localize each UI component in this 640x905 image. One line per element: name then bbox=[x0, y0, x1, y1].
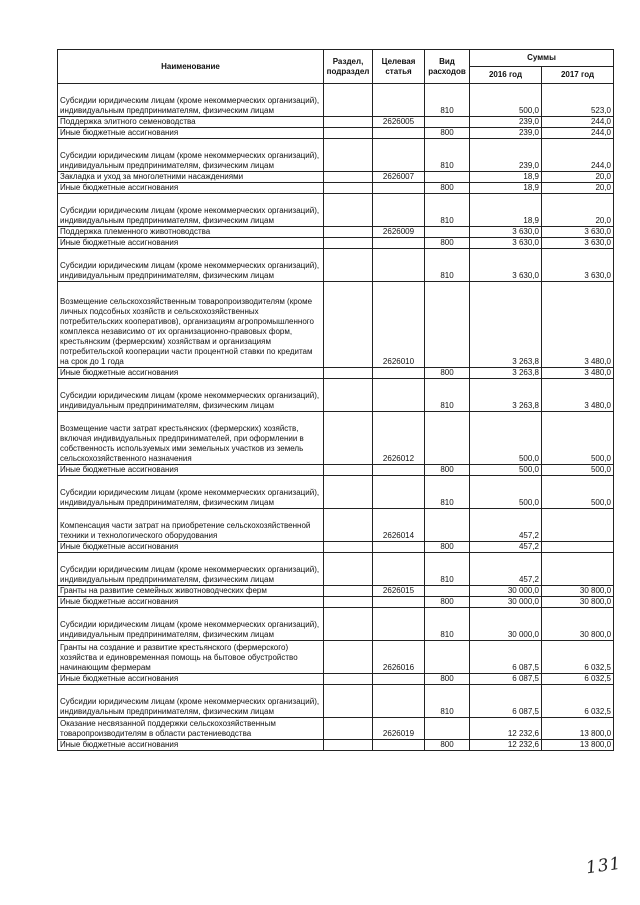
header-kind: Вид расходов bbox=[425, 50, 470, 84]
row-sum-2016: 12 232,6 bbox=[470, 740, 542, 751]
row-target bbox=[373, 238, 425, 249]
row-kind: 810 bbox=[425, 139, 470, 172]
header-name: Наименование bbox=[58, 50, 324, 84]
row-section bbox=[324, 379, 373, 412]
row-name: Субсидии юридическим лицам (кроме некоммерческих организаций), индивидуальным предпринимателям, физическим лицам bbox=[58, 139, 324, 172]
row-sum-2017: 13 800,0 bbox=[542, 740, 614, 751]
table-row bbox=[58, 117, 614, 128]
row-sum-2017: 244,0 bbox=[542, 139, 614, 172]
row-kind bbox=[425, 227, 470, 238]
row-sum-2016: 18,9 bbox=[470, 172, 542, 183]
row-target bbox=[373, 597, 425, 608]
row-target: 2626012 bbox=[373, 412, 425, 465]
row-kind: 810 bbox=[425, 379, 470, 412]
row-name: Иные бюджетные ассигнования bbox=[58, 674, 324, 685]
row-sum-2017: 244,0 bbox=[542, 117, 614, 128]
row-kind: 810 bbox=[425, 194, 470, 227]
row-name: Поддержка элитного семеноводства bbox=[58, 117, 324, 128]
row-section bbox=[324, 194, 373, 227]
row-name: Иные бюджетные ассигнования bbox=[58, 542, 324, 553]
row-sum-2017: 6 032,5 bbox=[542, 641, 614, 674]
table-row bbox=[58, 597, 614, 608]
row-name: Иные бюджетные ассигнования bbox=[58, 740, 324, 751]
row-sum-2016: 6 087,5 bbox=[470, 641, 542, 674]
table-body bbox=[58, 84, 614, 751]
row-sum-2016: 6 087,5 bbox=[470, 685, 542, 718]
row-name: Субсидии юридическим лицам (кроме некоммерческих организаций), индивидуальным предпринимателям, физическим лицам bbox=[58, 476, 324, 509]
row-target bbox=[373, 368, 425, 379]
table-row bbox=[58, 249, 614, 282]
row-kind bbox=[425, 718, 470, 740]
row-sum-2017: 3 480,0 bbox=[542, 368, 614, 379]
row-name: Субсидии юридическим лицам (кроме некоммерческих организаций), индивидуальным предпринимателям, физическим лицам bbox=[58, 194, 324, 227]
row-target bbox=[373, 476, 425, 509]
row-kind: 810 bbox=[425, 608, 470, 641]
row-name: Субсидии юридическим лицам (кроме некоммерческих организаций), индивидуальным предпринимателям, физическим лицам bbox=[58, 84, 324, 117]
row-kind: 800 bbox=[425, 368, 470, 379]
row-section bbox=[324, 84, 373, 117]
table-row bbox=[58, 379, 614, 412]
table-row bbox=[58, 238, 614, 249]
row-target bbox=[373, 249, 425, 282]
row-section bbox=[324, 718, 373, 740]
row-target: 2626015 bbox=[373, 586, 425, 597]
row-kind: 800 bbox=[425, 542, 470, 553]
row-sum-2017: 20,0 bbox=[542, 183, 614, 194]
row-kind: 810 bbox=[425, 476, 470, 509]
row-name: Субсидии юридическим лицам (кроме некоммерческих организаций), индивидуальным предпринимателям, физическим лицам bbox=[58, 553, 324, 586]
row-sum-2016: 500,0 bbox=[470, 412, 542, 465]
row-target bbox=[373, 674, 425, 685]
header-sums: Суммы bbox=[470, 50, 614, 67]
row-sum-2017: 244,0 bbox=[542, 128, 614, 139]
header-section: Раздел, подраздел bbox=[324, 50, 373, 84]
row-sum-2016: 457,2 bbox=[470, 509, 542, 542]
row-sum-2017: 3 480,0 bbox=[542, 282, 614, 368]
row-target: 2626019 bbox=[373, 718, 425, 740]
row-section bbox=[324, 183, 373, 194]
row-target bbox=[373, 685, 425, 718]
table-row bbox=[58, 412, 614, 465]
row-name: Субсидии юридическим лицам (кроме некоммерческих организаций), индивидуальным предпринимателям, физическим лицам bbox=[58, 685, 324, 718]
row-sum-2016: 3 630,0 bbox=[470, 238, 542, 249]
row-target: 2626016 bbox=[373, 641, 425, 674]
row-section bbox=[324, 412, 373, 465]
row-sum-2017: 30 800,0 bbox=[542, 586, 614, 597]
budget-table-sheet bbox=[57, 49, 613, 751]
row-section bbox=[324, 282, 373, 368]
table-row bbox=[58, 509, 614, 542]
row-target bbox=[373, 553, 425, 586]
row-kind: 800 bbox=[425, 465, 470, 476]
row-sum-2016: 3 263,8 bbox=[470, 282, 542, 368]
budget-table bbox=[57, 49, 614, 751]
row-target bbox=[373, 128, 425, 139]
row-section bbox=[324, 509, 373, 542]
row-sum-2016: 30 000,0 bbox=[470, 586, 542, 597]
row-sum-2016: 239,0 bbox=[470, 117, 542, 128]
table-row bbox=[58, 608, 614, 641]
row-section bbox=[324, 117, 373, 128]
row-sum-2016: 3 263,8 bbox=[470, 368, 542, 379]
row-target bbox=[373, 608, 425, 641]
row-kind: 810 bbox=[425, 553, 470, 586]
table-row bbox=[58, 368, 614, 379]
row-sum-2017: 6 032,5 bbox=[542, 674, 614, 685]
row-section bbox=[324, 368, 373, 379]
table-row bbox=[58, 586, 614, 597]
row-kind bbox=[425, 412, 470, 465]
row-target: 2626009 bbox=[373, 227, 425, 238]
row-sum-2017: 13 800,0 bbox=[542, 718, 614, 740]
row-name: Субсидии юридическим лицам (кроме некоммерческих организаций), индивидуальным предпринимателям, физическим лицам bbox=[58, 379, 324, 412]
row-name: Гранты на создание и развитие крестьянского (фермерского) хозяйства и единовременная помощь на бытовое обустройство начинающим фермерам bbox=[58, 641, 324, 674]
table-row bbox=[58, 553, 614, 586]
row-target bbox=[373, 740, 425, 751]
row-section bbox=[324, 597, 373, 608]
row-section bbox=[324, 542, 373, 553]
row-name: Поддержка племенного животноводства bbox=[58, 227, 324, 238]
row-section bbox=[324, 740, 373, 751]
row-kind bbox=[425, 586, 470, 597]
row-sum-2016: 3 263,8 bbox=[470, 379, 542, 412]
row-kind: 810 bbox=[425, 249, 470, 282]
row-sum-2017: 30 800,0 bbox=[542, 597, 614, 608]
table-row bbox=[58, 227, 614, 238]
table-row bbox=[58, 183, 614, 194]
row-section bbox=[324, 227, 373, 238]
row-name: Закладка и уход за многолетними насаждениями bbox=[58, 172, 324, 183]
row-name: Иные бюджетные ассигнования bbox=[58, 465, 324, 476]
row-name: Иные бюджетные ассигнования bbox=[58, 238, 324, 249]
row-sum-2017: 500,0 bbox=[542, 412, 614, 465]
row-sum-2017: 523,0 bbox=[542, 84, 614, 117]
row-sum-2016: 239,0 bbox=[470, 139, 542, 172]
row-kind bbox=[425, 509, 470, 542]
page-number: 131 bbox=[584, 853, 623, 879]
table-row bbox=[58, 740, 614, 751]
table-row bbox=[58, 718, 614, 740]
row-kind bbox=[425, 117, 470, 128]
row-kind: 800 bbox=[425, 674, 470, 685]
row-target: 2626010 bbox=[373, 282, 425, 368]
row-sum-2016: 3 630,0 bbox=[470, 249, 542, 282]
row-section bbox=[324, 608, 373, 641]
row-name: Субсидии юридическим лицам (кроме некоммерческих организаций), индивидуальным предпринимателям, физическим лицам bbox=[58, 608, 324, 641]
row-name: Иные бюджетные ассигнования bbox=[58, 368, 324, 379]
row-target bbox=[373, 139, 425, 172]
row-sum-2016: 500,0 bbox=[470, 465, 542, 476]
row-section bbox=[324, 465, 373, 476]
row-sum-2017 bbox=[542, 553, 614, 586]
row-sum-2016: 457,2 bbox=[470, 553, 542, 586]
row-target bbox=[373, 379, 425, 412]
row-kind bbox=[425, 641, 470, 674]
header-target: Целевая статья bbox=[373, 50, 425, 84]
row-sum-2016: 3 630,0 bbox=[470, 227, 542, 238]
table-row bbox=[58, 685, 614, 718]
row-sum-2017: 30 800,0 bbox=[542, 608, 614, 641]
row-section bbox=[324, 238, 373, 249]
row-sum-2016: 18,9 bbox=[470, 194, 542, 227]
row-name: Иные бюджетные ассигнования bbox=[58, 183, 324, 194]
row-kind: 810 bbox=[425, 685, 470, 718]
row-sum-2017: 3 630,0 bbox=[542, 238, 614, 249]
row-kind bbox=[425, 172, 470, 183]
table-row bbox=[58, 128, 614, 139]
row-section bbox=[324, 139, 373, 172]
table-row bbox=[58, 84, 614, 117]
row-sum-2016: 30 000,0 bbox=[470, 608, 542, 641]
row-name: Иные бюджетные ассигнования bbox=[58, 597, 324, 608]
header-year-2016: 2016 год bbox=[470, 67, 542, 84]
row-sum-2017: 3 480,0 bbox=[542, 379, 614, 412]
row-sum-2016: 6 087,5 bbox=[470, 674, 542, 685]
row-sum-2016: 18,9 bbox=[470, 183, 542, 194]
row-target: 2626007 bbox=[373, 172, 425, 183]
table-row bbox=[58, 172, 614, 183]
row-kind: 810 bbox=[425, 84, 470, 117]
row-sum-2017: 500,0 bbox=[542, 465, 614, 476]
row-sum-2016: 500,0 bbox=[470, 84, 542, 117]
row-section bbox=[324, 553, 373, 586]
row-sum-2017 bbox=[542, 542, 614, 553]
row-sum-2017 bbox=[542, 509, 614, 542]
row-name: Оказание несвязанной поддержки сельскохозяйственным товаропроизводителям в области растениеводства bbox=[58, 718, 324, 740]
row-name: Субсидии юридическим лицам (кроме некоммерческих организаций), индивидуальным предпринимателям, физическим лицам bbox=[58, 249, 324, 282]
row-sum-2016: 30 000,0 bbox=[470, 597, 542, 608]
table-row bbox=[58, 194, 614, 227]
table-row bbox=[58, 139, 614, 172]
row-target: 2626014 bbox=[373, 509, 425, 542]
row-sum-2017: 20,0 bbox=[542, 194, 614, 227]
row-sum-2016: 500,0 bbox=[470, 476, 542, 509]
row-name: Иные бюджетные ассигнования bbox=[58, 128, 324, 139]
row-target bbox=[373, 183, 425, 194]
row-section bbox=[324, 476, 373, 509]
row-sum-2017: 3 630,0 bbox=[542, 227, 614, 238]
row-kind: 800 bbox=[425, 183, 470, 194]
table-row bbox=[58, 282, 614, 368]
row-kind: 800 bbox=[425, 740, 470, 751]
row-sum-2017: 6 032,5 bbox=[542, 685, 614, 718]
row-target bbox=[373, 465, 425, 476]
row-sum-2016: 457,2 bbox=[470, 542, 542, 553]
row-section bbox=[324, 128, 373, 139]
row-name: Возмещение части затрат крестьянских (фермерских) хозяйств, включая индивидуальных предпринимателей, при оформлении в собственность используемых ими земельных участков из земель сельскохозяйственного назначения bbox=[58, 412, 324, 465]
table-row bbox=[58, 641, 614, 674]
row-name: Возмещение сельскохозяйственным товаропроизводителям (кроме личных подсобных хозяйств и сельскохозяйственных потребительских кооперативов), организациям агропромышленного комплекса независимо от их организационно-правовых форм, крестьянским (фермерским) хозяйствам и организациям потребительской кооперации части процентной ставки по кредитам на срок до 1 года bbox=[58, 282, 324, 368]
row-section bbox=[324, 586, 373, 597]
row-section bbox=[324, 641, 373, 674]
header-year-2017: 2017 год bbox=[542, 67, 614, 84]
row-kind: 800 bbox=[425, 238, 470, 249]
row-target bbox=[373, 194, 425, 227]
row-sum-2016: 12 232,6 bbox=[470, 718, 542, 740]
table-row bbox=[58, 465, 614, 476]
row-sum-2017: 500,0 bbox=[542, 476, 614, 509]
row-section bbox=[324, 674, 373, 685]
row-target bbox=[373, 84, 425, 117]
row-target: 2626005 bbox=[373, 117, 425, 128]
row-kind: 800 bbox=[425, 128, 470, 139]
row-section bbox=[324, 249, 373, 282]
row-sum-2017: 3 630,0 bbox=[542, 249, 614, 282]
table-row bbox=[58, 476, 614, 509]
row-kind: 800 bbox=[425, 597, 470, 608]
row-kind bbox=[425, 282, 470, 368]
table-row bbox=[58, 542, 614, 553]
row-target bbox=[373, 542, 425, 553]
table-row bbox=[58, 674, 614, 685]
row-sum-2017: 20,0 bbox=[542, 172, 614, 183]
row-section bbox=[324, 172, 373, 183]
row-name: Гранты на развитие семейных животноводческих ферм bbox=[58, 586, 324, 597]
row-name: Компенсация части затрат на приобретение сельскохозяйственной техники и технологического оборудования bbox=[58, 509, 324, 542]
row-section bbox=[324, 685, 373, 718]
row-sum-2016: 239,0 bbox=[470, 128, 542, 139]
